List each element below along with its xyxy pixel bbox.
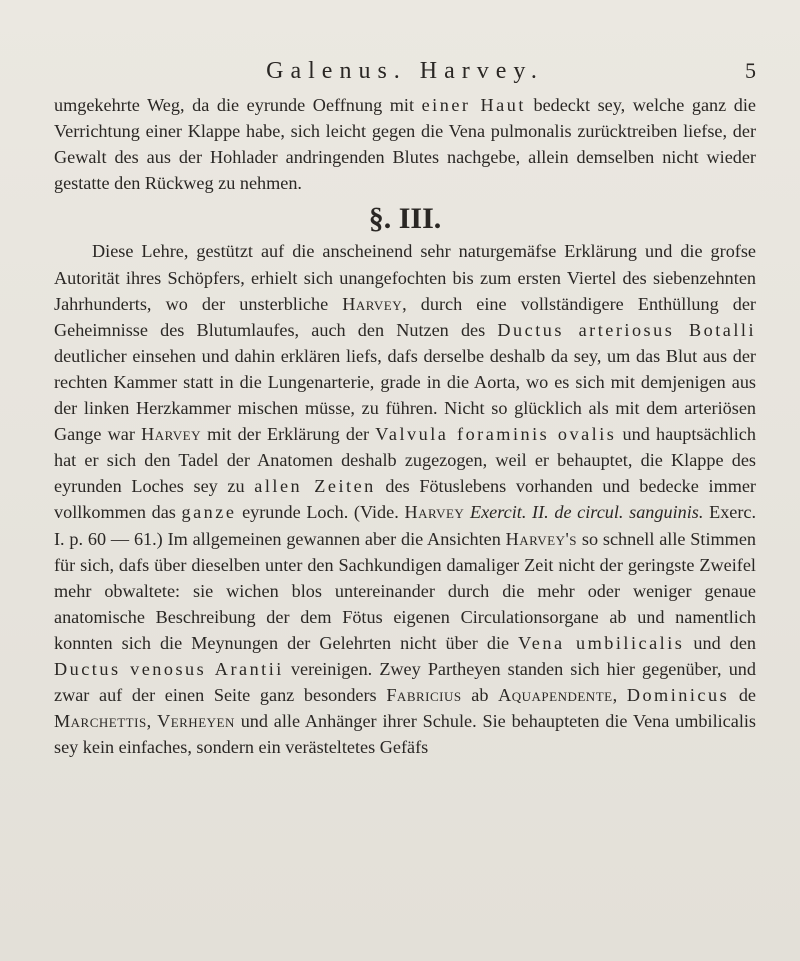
- text-run: mit der Erklärung der: [200, 424, 376, 445]
- text-run: deutlicher einsehen und dahin erklären liefs, dafs derselbe deshalb da sey, um das Blut aus der rechten Kammer statt in die Lungenarterie, grade in die Aorta, wo es sich mit demjenigen aus der linken Herzkammer mischen müsse, zu führen. Nicht so glücklich als mit dem arteriösen Gange war: [54, 345, 756, 445]
- author-name: Fabricius: [386, 685, 462, 706]
- text-run: ab: [461, 685, 499, 706]
- emphasis-text: ganze: [181, 502, 237, 523]
- text-run: ,: [146, 711, 158, 732]
- author-name: Harvey: [141, 424, 201, 445]
- author-name: Marchettis: [54, 711, 147, 732]
- text-run: Exerc. I. p. 60 — 61.) Im allgemeinen gewannen aber die Ansichten: [54, 502, 757, 549]
- running-head: Galenus. Harvey.: [266, 58, 544, 84]
- page-number: 5: [745, 58, 756, 83]
- text-run: vereinigen. Zwey Partheyen standen sich hier gegenüber, und zwar auf der einen Seite ganz besonders: [54, 658, 756, 706]
- section-heading: §. III.: [368, 202, 442, 236]
- text-run: de: [729, 685, 756, 706]
- latin-term: Valvula foraminis ovalis: [375, 424, 617, 445]
- page-header: [54, 28, 756, 84]
- author-name: Dominicus: [626, 685, 730, 706]
- text-run: , durch eine vollständigere Enthüllung der Geheimnisse des Blutumlaufes, auch den Nutzen des: [54, 293, 756, 340]
- author-name: Harvey: [342, 293, 403, 314]
- text-run: und hauptsächlich hat er sich den Tadel der Anatomen deshalb zugezogen, weil er behauptet, die Klappe des eyrunden Loches sey zu: [54, 424, 756, 497]
- latin-term: Ductus venosus Arantii: [54, 658, 284, 679]
- author-name: Aquapendente: [498, 685, 613, 706]
- text-run: ,: [612, 685, 627, 706]
- text-run: umgekehrte Weg, da die eyrunde Oeffnung mit: [54, 95, 422, 115]
- emphasis-text: einer Haut: [421, 95, 526, 115]
- text-run: und den: [684, 632, 756, 653]
- author-name: Verheyen: [157, 711, 235, 732]
- author-name: Harvey's: [505, 528, 578, 549]
- text-run: des Fötuslebens vorhanden und bedecke immer vollkommen das: [54, 476, 756, 523]
- citation: Exercit. II. de circul. sanguinis.: [469, 502, 704, 523]
- text-run: Diese Lehre, gestützt auf die anscheinend sehr naturgemäfse Erklärung und die grofse Autorität ihres Schöpfers, erhielt sich unangefochten bis zum ersten Viertel des siebenzehnten Jahrhunderts, wo der unsterbliche: [54, 241, 756, 314]
- body-text: [54, 92, 756, 760]
- author-name: Harvey: [404, 502, 465, 523]
- latin-term: Vena umbilicalis: [518, 632, 685, 653]
- paragraph-2: [54, 238, 756, 760]
- text-run: so schnell alle Stimmen für sich, dafs über dieselben unter den Sachkundigen damaliger Zeit nicht der geringste Zweifel mehr obwaltete: sie wichen blos untereinander durch die mehr oder weniger genaue anatomische Beschreibung der dem Fötus eigenen Circulationsorgane ab und namentlich konnten sich die Meynungen der Gelehrten nicht über die: [54, 528, 756, 653]
- text-run: bedeckt sey, welche ganz die Verrichtung einer Klappe habe, sich leicht gegen die Vena pulmonalis zurücktreiben liefse, der Gewalt des aus der Hohlader andringenden Blutes nachgebe, allein demselben nicht wieder gestatte den Rückweg zu nehmen.: [54, 95, 757, 194]
- latin-term: Ductus arteriosus Botalli: [497, 319, 757, 340]
- emphasis-text: allen Zeiten: [254, 476, 376, 497]
- text-run: eyrunde Loch. (Vide.: [236, 502, 405, 523]
- text-run: und alle Anhänger ihrer Schule. Sie behaupteten die Vena umbilicalis sey kein einfaches, sondern ein verästeltetes Gefäfs: [54, 711, 757, 758]
- paragraph-1: [54, 92, 756, 196]
